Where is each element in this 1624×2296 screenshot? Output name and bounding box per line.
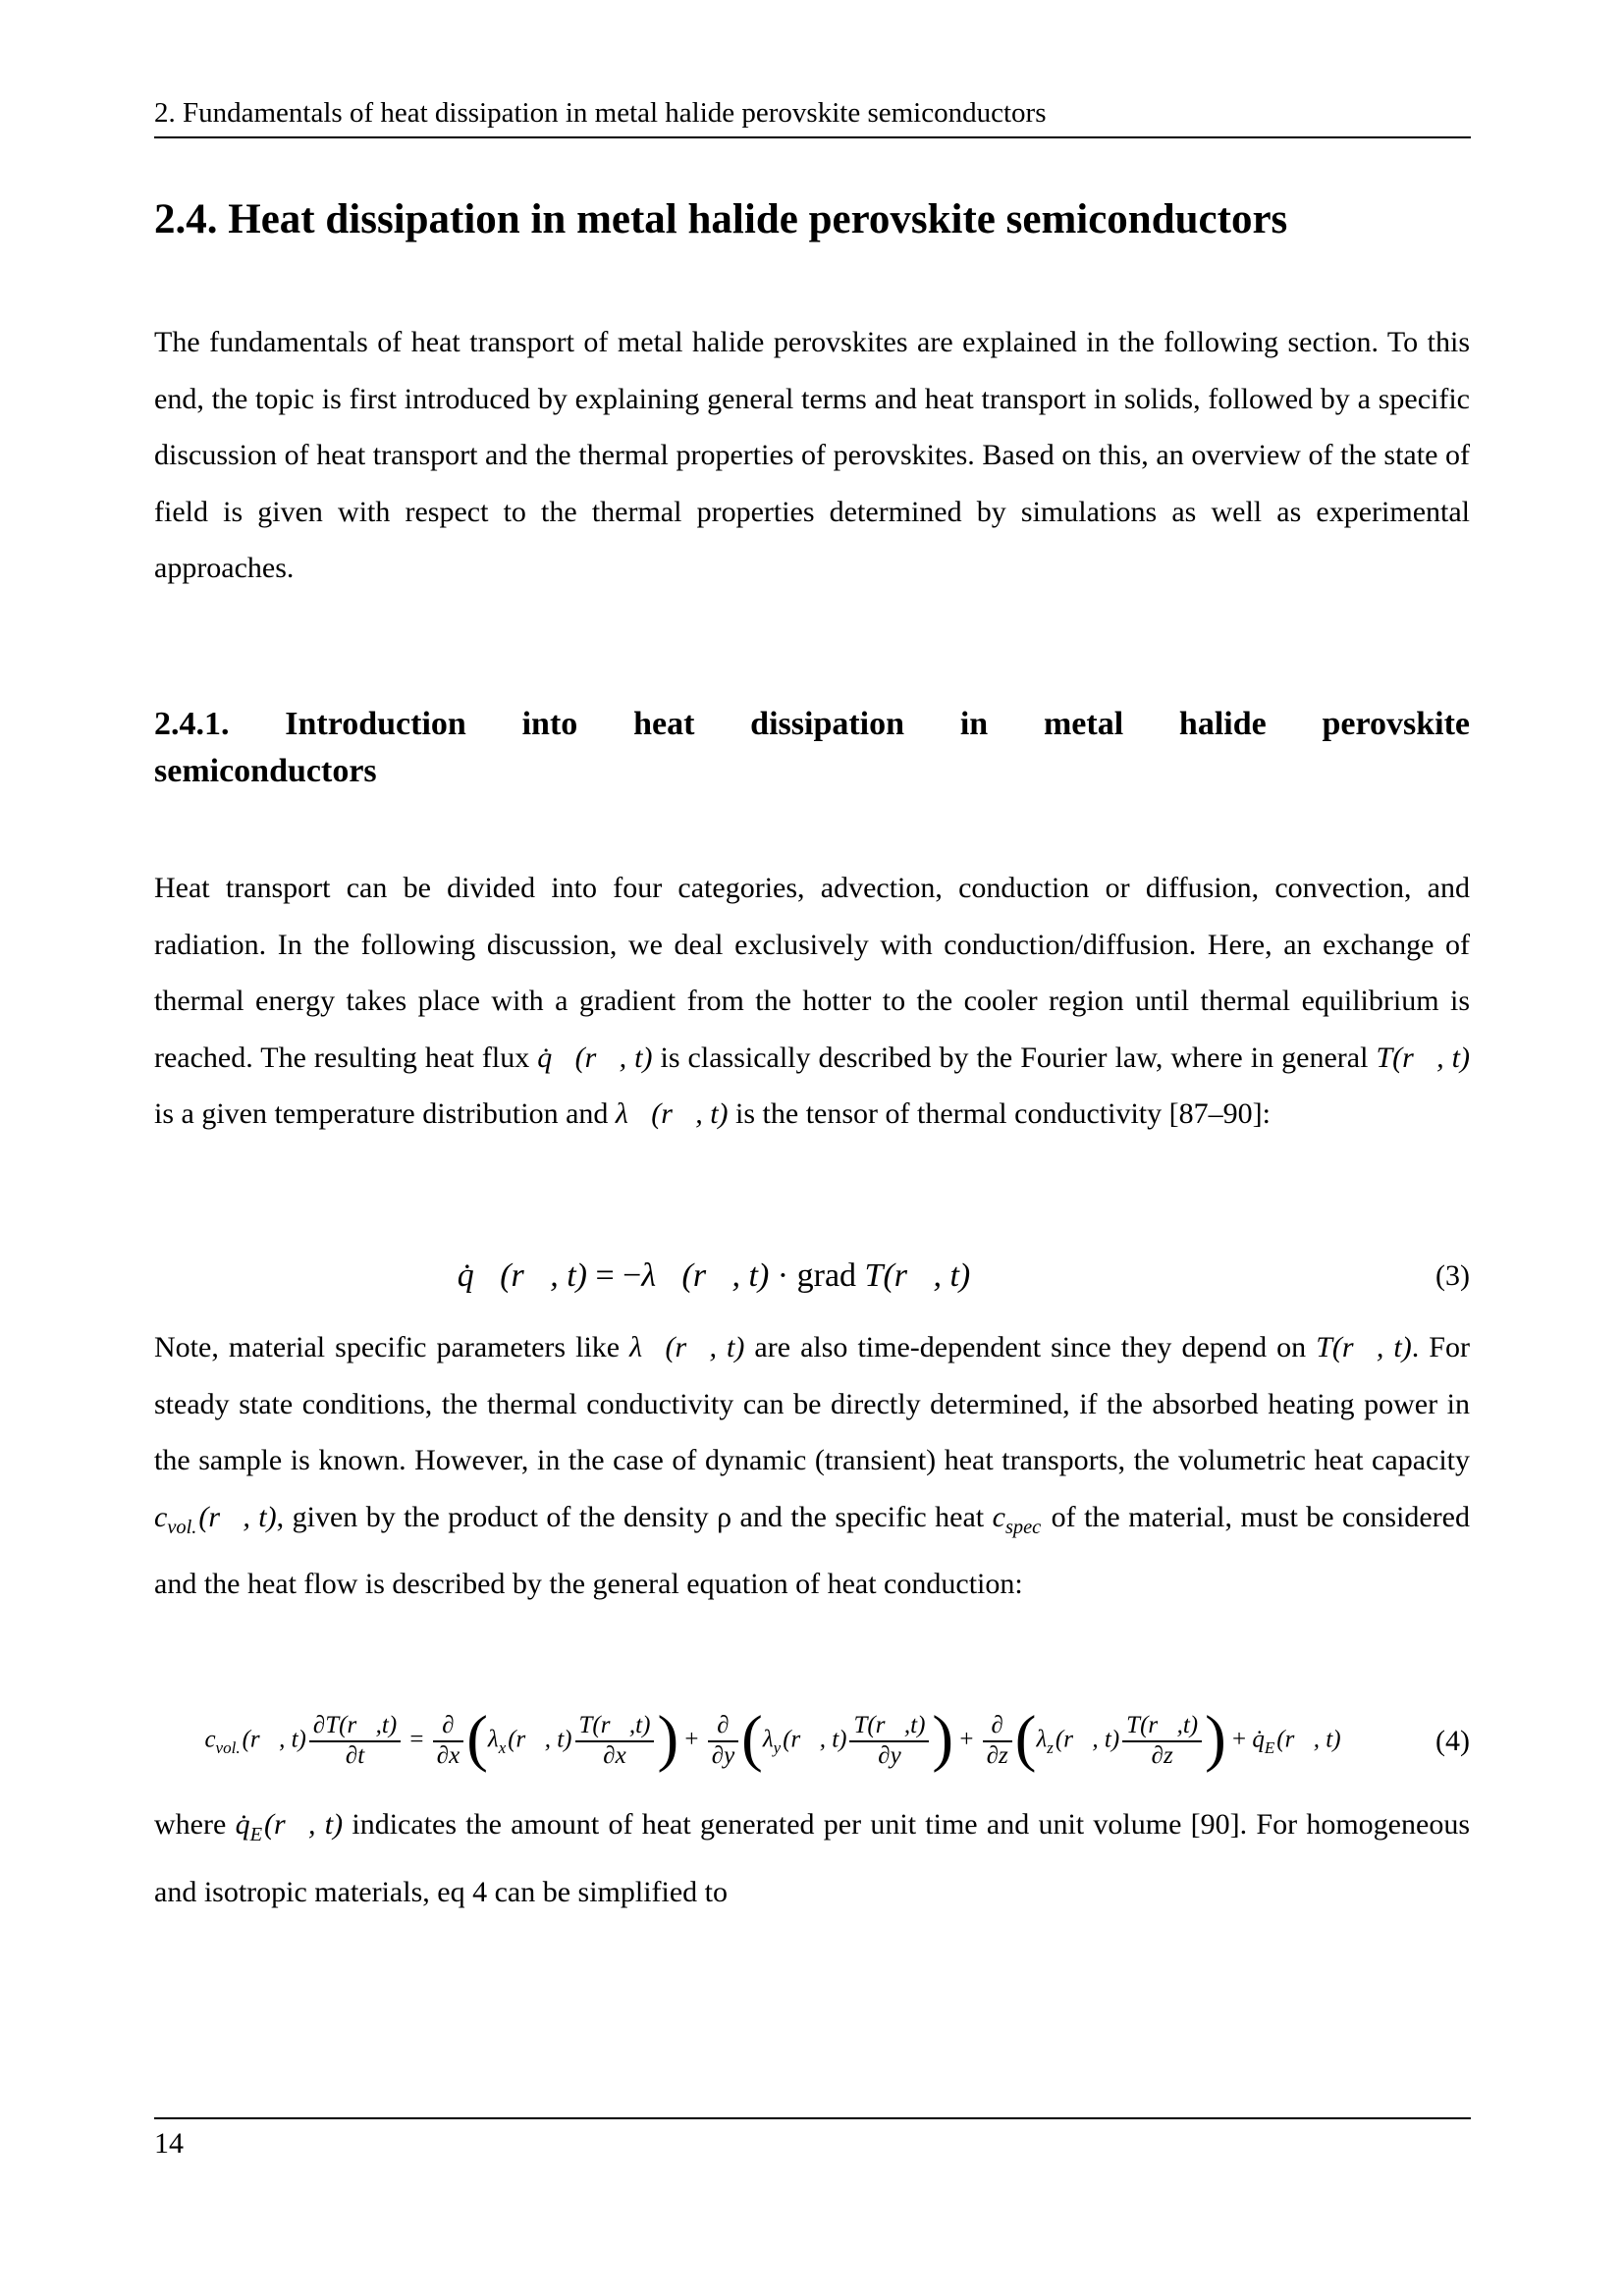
- subsection-title-line2: semiconductors: [154, 753, 377, 789]
- paragraph-where: where $q̇_E(r⃗$, t) indicates the amount of heat generated per unit time and unit volume [90]. For homogeneous and isotropic materials, eq 4 can be simplified to: [154, 1808, 1470, 1908]
- paragraph-note: Note, material specific parameters like λ⃡(r⃗, t) are also time-dependent since they depend on T(r⃗, t). For steady state conditions, the thermal conductivity can be directly determined, if the absorbed heating power in the sample is known. However, in the case of dynamic (transient) heat transports, the volumetric heat capacity $c_{vol.}(r⃗$, t), given by the product of the density ρ and the specific heat $c_{spec}$ of the material, must be considered and the heat flow is described by the general equation of heat conduction:: [154, 1331, 1470, 1601]
- equation-4-number: (4): [1435, 1725, 1470, 1757]
- equation-3: [154, 1235, 1470, 1317]
- equation-4: [154, 1681, 1470, 1802]
- section-title: 2.4. Heat dissipation in metal halide perovskite semiconductors: [154, 196, 1288, 242]
- equation-4-body: $c_{vol.}(r⃗$, t) $\frac{\partial T(r⃗,t)}{\partial t}$ = $\frac{\partial}{\partial x}$ ($\lambda_x(r⃗$, t) $\frac{T(r⃗,t)}{\partial x}$ ) + $\frac{\partial}{\partial y}$ ($\lambda_y(r⃗$, t) $\frac{T(r⃗,t)}{\partial y}$ ) + $\frac{\partial}{\partial z}$ ($\lambda_z(r⃗$, t) $\frac{T(r⃗,t)}{\partial z}$ ) + $q̇_E(r⃗$, t): [204, 1703, 1341, 1774]
- equation-3-body: q̇⃗(r⃗, t) = −λ⃡(r⃗, t) · grad T(r⃗, t): [457, 1257, 971, 1294]
- running-header: 2. Fundamentals of heat dissipation in metal halide perovskite semiconductors: [154, 97, 1047, 129]
- equation-3-number: (3): [1435, 1259, 1470, 1292]
- header-rule: [154, 136, 1471, 138]
- subsection-title-line1: 2.4.1. Introduction into heat dissipation in metal halide perovskite: [154, 706, 1470, 742]
- paragraph-intro: The fundamentals of heat transport of metal halide perovskites are explained in the following section. To this end, the topic is first introduced by explaining general terms and heat transport in solids, followed by a specific discussion of heat transport and the thermal properties of perovskites. Based on this, an overview of the state of field is given with respect to the thermal properties determined by simulations as well as experimental approaches.: [154, 326, 1470, 584]
- page-number: 14: [154, 2127, 184, 2160]
- paragraph-heat-transport: Heat transport can be divided into four categories, advection, conduction or diffusion, convection, and radiation. In the following discussion, we deal exclusively with conduction/diffusion. Here, an exchange of thermal energy takes place with a gradient from the hotter to the cooler region until thermal equilibrium is reached. The resulting heat flux q̇⃗(r⃗, t) is classically described by the Fourier law, where in general T(r⃗, t) is a given temperature distribution and λ⃡(r⃗, t) is the tensor of thermal conductivity [87–90]:: [154, 872, 1470, 1130]
- footer-rule: [154, 2117, 1471, 2119]
- subsection-title: [154, 701, 1470, 795]
